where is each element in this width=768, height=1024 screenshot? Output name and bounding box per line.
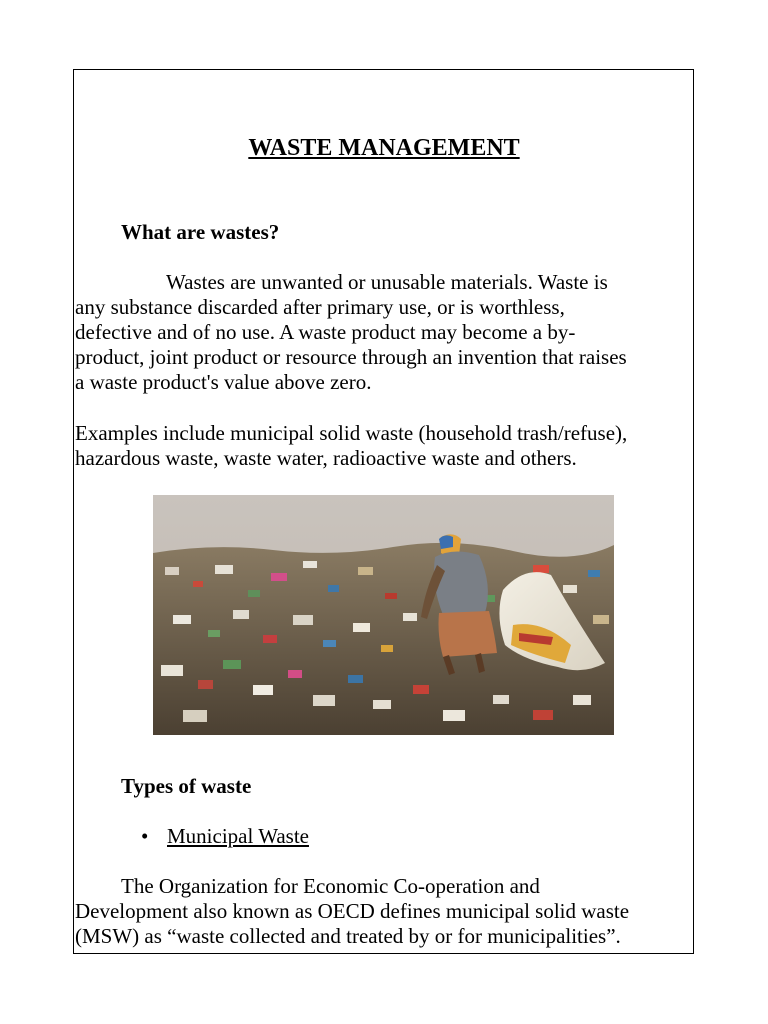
document-title: WASTE MANAGEMENT bbox=[248, 135, 520, 161]
bullet-marker: • bbox=[141, 824, 149, 848]
paragraph-line: any substance discarded after primary use, or is worthless, bbox=[75, 295, 565, 319]
section-heading-what-are-wastes: What are wastes? bbox=[121, 220, 280, 244]
paragraph-line: Wastes are unwanted or unusable materials. Waste is bbox=[166, 270, 608, 294]
paragraph-line: Development also known as OECD defines municipal solid waste bbox=[75, 899, 630, 923]
paragraph-line: a waste product's value above zero. bbox=[75, 370, 372, 394]
paragraph-line: The Organization for Economic Co-operation and bbox=[121, 874, 540, 898]
paragraph-oecd-definition bbox=[75, 874, 693, 949]
paragraph-examples bbox=[75, 421, 693, 471]
paragraph-line: Examples include municipal solid waste (household trash/refuse), bbox=[75, 421, 628, 445]
paragraph-line: (MSW) as “waste collected and treated by or for municipalities”. bbox=[75, 924, 621, 948]
landfill-photo bbox=[153, 495, 614, 735]
paragraph-definition bbox=[75, 270, 693, 395]
paragraph-line: hazardous waste, waste water, radioactive waste and others. bbox=[75, 446, 577, 470]
paragraph-line: defective and of no use. A waste product may become a by- bbox=[75, 320, 576, 344]
bullet-list-item bbox=[141, 823, 309, 849]
bullet-label-municipal-waste: Municipal Waste bbox=[167, 824, 309, 848]
section-heading-types-of-waste: Types of waste bbox=[121, 774, 252, 798]
paragraph-line: product, joint product or resource through an invention that raises bbox=[75, 345, 627, 369]
